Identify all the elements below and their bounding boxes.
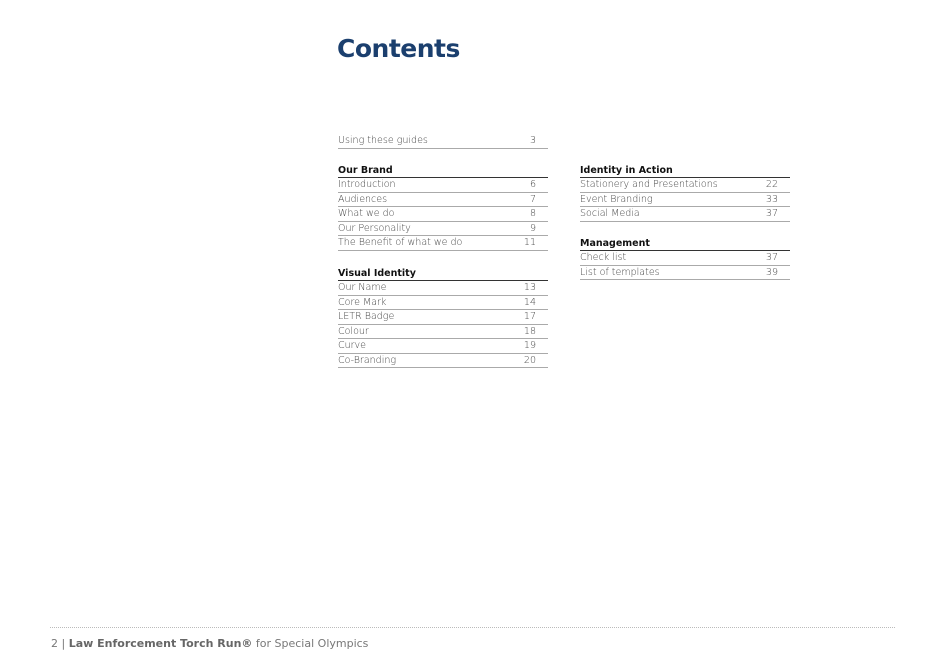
toc-entry[interactable]	[580, 178, 790, 193]
toc-entry[interactable]	[338, 296, 548, 311]
entry-page: 20	[523, 354, 536, 366]
entry-page: 18	[523, 325, 536, 337]
footer-brand: Law Enforcement Torch Run®	[68, 637, 253, 650]
entry-label: Audiences	[338, 193, 388, 205]
entry-page: 14	[523, 296, 536, 308]
entry-label: Curve	[338, 340, 367, 351]
toc-entry[interactable]	[338, 222, 548, 237]
entry-label: LETR Badge	[338, 311, 395, 322]
toc-entry[interactable]	[338, 310, 548, 325]
toc-intro	[338, 134, 548, 149]
toc-entry[interactable]	[338, 339, 548, 354]
section-heading: Visual Identity	[338, 267, 548, 281]
page-title: Contents	[337, 34, 460, 63]
toc-entry[interactable]	[338, 134, 548, 149]
toc-section	[338, 164, 548, 251]
entry-label: Colour	[338, 325, 369, 337]
entry-label: Check list	[580, 252, 627, 263]
entry-label: Event Branding	[580, 193, 653, 205]
footer	[51, 637, 368, 650]
section-heading: Our Brand	[338, 164, 548, 178]
entry-page: 7	[529, 193, 536, 205]
toc-entry[interactable]	[338, 325, 548, 340]
toc-section	[580, 164, 790, 222]
entry-label: What we do	[338, 208, 395, 219]
toc-entry[interactable]	[338, 193, 548, 208]
toc-entry[interactable]	[338, 236, 548, 251]
footer-divider	[50, 627, 895, 628]
entry-page: 22	[765, 179, 778, 190]
entry-page: 6	[529, 179, 536, 190]
entry-label: Introduction	[338, 179, 396, 190]
entry-label: Using these guides	[338, 135, 428, 146]
toc-entry[interactable]	[580, 251, 790, 266]
toc-entry[interactable]	[338, 281, 548, 296]
footer-suffix: for Special Olympics	[255, 637, 369, 650]
entry-page: 19	[523, 340, 536, 351]
entry-label: Co-Branding	[338, 354, 397, 366]
section-heading: Identity in Action	[580, 164, 790, 178]
entry-page: 37	[765, 208, 778, 219]
entry-label: List of templates	[580, 266, 660, 278]
page-number: 2 |	[51, 637, 66, 650]
entry-page: 39	[765, 266, 778, 278]
entry-label: Stationery and Presentations	[580, 179, 718, 190]
toc-section	[338, 267, 548, 368]
entry-label: Core Mark	[338, 296, 387, 308]
entry-page: 11	[523, 237, 536, 248]
entry-page: 33	[765, 193, 778, 205]
toc-section	[580, 237, 790, 280]
entry-page: 9	[529, 222, 536, 234]
toc-entry[interactable]	[580, 193, 790, 208]
entry-page: 8	[529, 208, 536, 219]
entry-label: The Benefit of what we do	[338, 237, 463, 248]
entry-label: Social Media	[580, 208, 640, 219]
section-heading: Management	[580, 237, 790, 251]
toc-entry[interactable]	[580, 207, 790, 222]
toc-entry[interactable]	[580, 266, 790, 281]
toc-entry[interactable]	[338, 354, 548, 369]
entry-page: 13	[523, 282, 536, 293]
entry-page: 17	[523, 311, 536, 322]
entry-label: Our Personality	[338, 222, 411, 234]
entry-page: 3	[529, 135, 536, 146]
toc-entry[interactable]	[338, 207, 548, 222]
entry-page: 37	[765, 252, 778, 263]
entry-label: Our Name	[338, 282, 387, 293]
toc-entry[interactable]	[338, 178, 548, 193]
